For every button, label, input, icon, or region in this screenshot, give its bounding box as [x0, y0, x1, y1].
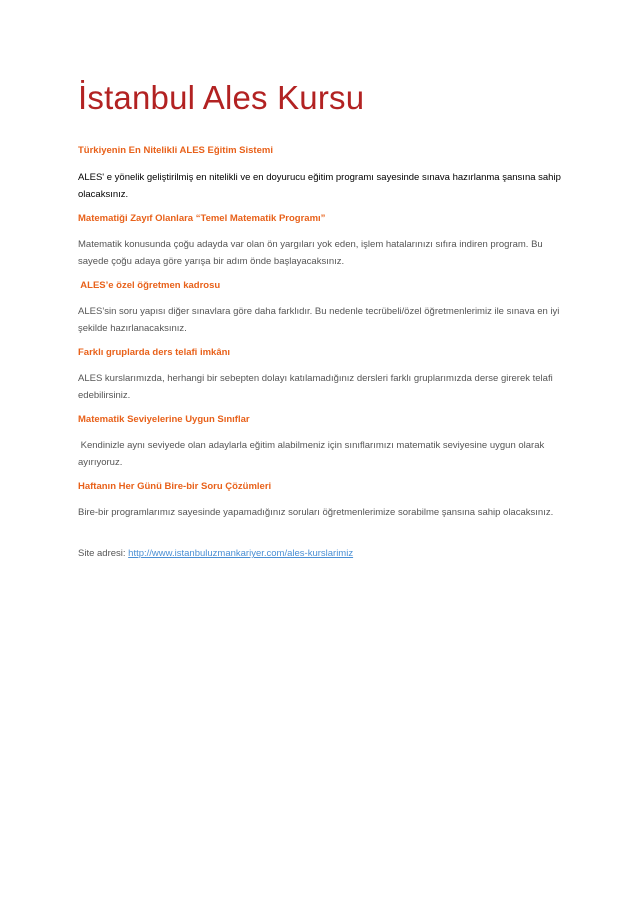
- section-body: Bire-bir programlarımız sayesinde yapamadığınız soruları öğretmenlerimize sorabilme şansına sahip olacaksınız.: [78, 507, 554, 518]
- site-label: Site adresi:: [78, 548, 129, 559]
- section-5: [78, 480, 568, 521]
- site-link[interactable]: http://www.istanbuluzmankariyer.com/ales-kurslarimiz: [128, 548, 354, 559]
- section-body: Kendinizle aynı seviyede olan adaylarla eğitim alabilmeniz için sınıflarımızı matematik seviyesine uygun olarak ayırıyoruz.: [78, 440, 547, 468]
- intro-paragraph: ALES' e yönelik geliştirilmiş en nitelikli ve en doyurucu eğitim programı sayesinde sınava hazırlanma şansına sahip olacaksınız.: [78, 172, 561, 200]
- subtitle: Türkiyenin En Nitelikli ALES Eğitim Sistemi: [78, 145, 273, 156]
- section-3: [78, 346, 568, 404]
- section-4: [78, 413, 568, 471]
- section-2: [78, 279, 568, 337]
- site-address: [78, 545, 568, 562]
- page-title: İstanbul Ales Kursu: [78, 79, 365, 116]
- section-heading: Matematik Seviyelerine Uygun Sınıflar: [78, 414, 250, 425]
- section-heading: Matematiği Zayıf Olanlara “Temel Matematik Programı”: [78, 213, 326, 224]
- section-body: Matematik konusunda çoğu adayda var olan ön yargıları yok eden, işlem hatalarınızı sıfıra indiren program. Bu sayede çoğu adaya göre yarışa bir adım önde başlayacaksınız.: [78, 239, 543, 267]
- section-body: ALES’sin soru yapısı diğer sınavlara göre daha farklıdır. Bu nedenle tecrübeli/özel öğretmenlerimiz ile sınava en iyi şekilde hazırlanacaksınız.: [78, 306, 560, 334]
- section-heading: Farklı gruplarda ders telafi imkânı: [78, 347, 231, 358]
- section-1: [78, 212, 568, 270]
- section-heading: Haftanın Her Günü Bire-bir Soru Çözümleri: [78, 481, 272, 492]
- section-body: ALES kurslarımızda, herhangi bir sebepten dolayı katılamadığınız dersleri farklı gruplarımızda derse girerek telafi edebilirsiniz.: [78, 373, 553, 401]
- section-heading: ALES’e özel öğretmen kadrosu: [78, 280, 221, 291]
- document-page: [78, 78, 568, 562]
